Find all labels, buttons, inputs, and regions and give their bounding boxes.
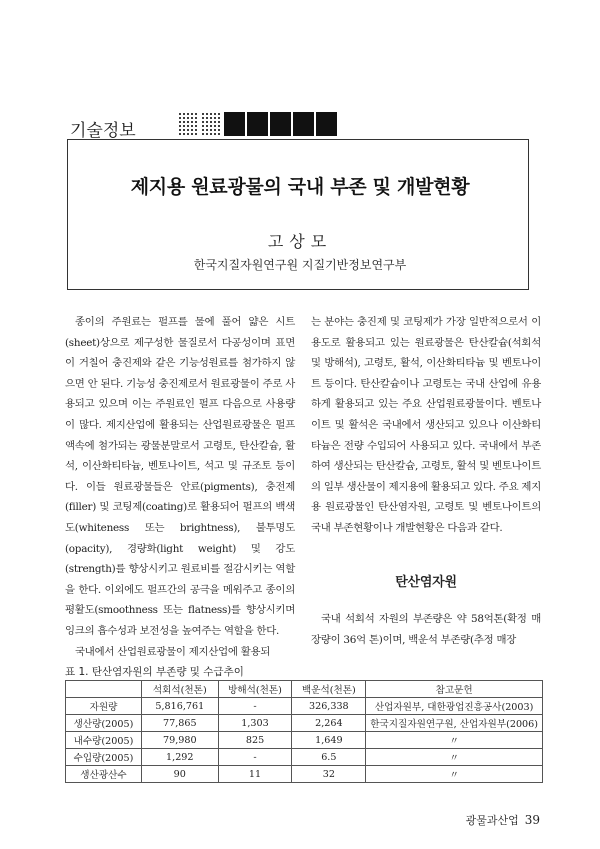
table-cell: 79,980 (141, 732, 218, 749)
table-cell: 1,303 (218, 715, 292, 732)
table-cell: 77,865 (141, 715, 218, 732)
journal-name: 광물과산업 (465, 814, 519, 827)
body-paragraph: 국내에서 산업원료광물이 제지산업에 활용되 (75, 645, 271, 658)
table-cell: 11 (218, 766, 292, 783)
body-paragraph: 종이의 주원료는 펄프를 물에 풀어 얇은 시트(sheet)상으로 제구성한 물질로서 다공성이며 표면이 거칠어 충진제와 같은 기능성원료를 첨가하지 않으면 안 된다. 기능성 충진제로서 원료광물이 주로 사용되고 있으며 이는 주원료인 펄프 다음으로 사용량이 많다. 제지산업에 활용되는 산업원료광물은 펄프액속에 첨가되는 광물분말로서 고령토, 탄산칼슘, 활석, 이산화티타늄, 벤토나이트, 석고 및 규조토 등이다. 이들 원료광물들은 안료(pigments), 충전제(filler) 및 코팅제(coating)로 활용되어 펄프의 백색도(whiteness 또는 brightness), 불투명도(opacity), 경량화(light weight) 및 강도(strength)를 향상시키고 원료비를 절감시키는 역할을 한다. 이외에도 펄프간의 공극을 메워주고 종이의 평활도(smoothness 또는 flatness)를 향상시키며 잉크의 흡수성과 보전성을 높여주는 역할을 한다. (65, 316, 295, 637)
table-cell: 6.5 (292, 749, 366, 766)
table-cell: 수입량(2005) (66, 749, 142, 766)
table-header-cell: 방해석(천톤) (218, 681, 292, 698)
table-cell: 산업자원부, 대한광업진흥공사(2003) (366, 698, 543, 715)
article-title: 제지용 원료광물의 국내 부존 및 개발현황 (130, 176, 470, 198)
table-cell: - (218, 698, 292, 715)
table-row (66, 715, 543, 732)
body-paragraph: 는 분야는 충진제 및 코팅제가 가장 일반적으로서 이 용도로 활용되고 있는 원료광물은 탄산칼슘(석회석 및 방해석), 고령토, 활석, 이산화티타늄 및 벤토나이트 등이다. 탄산칼슘이나 고령토는 국내 산업에 유용하게 활용되고 있는 주요 산업원료광물이다. 벤토나이트 및 활석은 국내에서 생산되고 있으나 이산화티타늄은 전량 수입되어 사용되고 있다. 국내에서 부존하여 생산되는 탄산칼슘, 고령토, 활석 및 벤토나이트의 일부 생산물이 제지용에 활용되고 있다. 주요 제지용 원료광물인 탄산염자원, 고령토 및 벤토나이트의 국내 부존현황이나 개발현황은 다음과 같다. (311, 316, 541, 534)
table-cell: 825 (218, 732, 292, 749)
table-row (66, 766, 543, 783)
table-header-cell (66, 681, 142, 698)
page-number: 39 (524, 813, 540, 827)
table-cell: - (218, 749, 292, 766)
table-header-row (66, 681, 543, 698)
table-row (66, 732, 543, 749)
table-cell: 자원량 (66, 698, 142, 715)
table-caption: 표 1. 탄산염자원의 부존량 및 수급추이 (65, 666, 244, 678)
reserves-table (65, 680, 543, 783)
section-heading: 탄산염자원 (395, 574, 457, 590)
table-cell: 〃 (366, 749, 543, 766)
table-cell: 2,264 (292, 715, 366, 732)
right-column (311, 312, 541, 650)
table-cell: 1,649 (292, 732, 366, 749)
section-label: 기술정보 (70, 121, 136, 141)
page-footer (466, 812, 540, 828)
author-name: 고상모 (267, 232, 333, 251)
table-cell: 5,816,761 (141, 698, 218, 715)
left-column (65, 312, 295, 662)
table-row (66, 749, 543, 766)
table-cell: 〃 (366, 766, 543, 783)
table-cell: 326,338 (292, 698, 366, 715)
table-cell: 32 (292, 766, 366, 783)
table-header-cell: 석회석(천톤) (141, 681, 218, 698)
body-paragraph: 국내 석회석 자원의 부존량은 약 58억톤(확정 매장량이 36억 톤)이며, 백운석 부존량(추정 매장 (311, 613, 541, 646)
table-cell: 〃 (366, 732, 543, 749)
table-header-cell: 백운석(천톤) (292, 681, 366, 698)
table-cell: 내수량(2005) (66, 732, 142, 749)
table-row (66, 698, 543, 715)
table-cell: 생산량(2005) (66, 715, 142, 732)
table-cell: 90 (141, 766, 218, 783)
table-cell: 한국지질자원연구원, 산업자원부(2006) (366, 715, 543, 732)
decorative-blocks (178, 112, 337, 136)
author-affiliation: 한국지질자원연구원 지질기반정보연구부 (193, 258, 407, 272)
table-header-cell: 참고문헌 (366, 681, 543, 698)
table-cell: 1,292 (141, 749, 218, 766)
table-cell: 생산광산수 (66, 766, 142, 783)
